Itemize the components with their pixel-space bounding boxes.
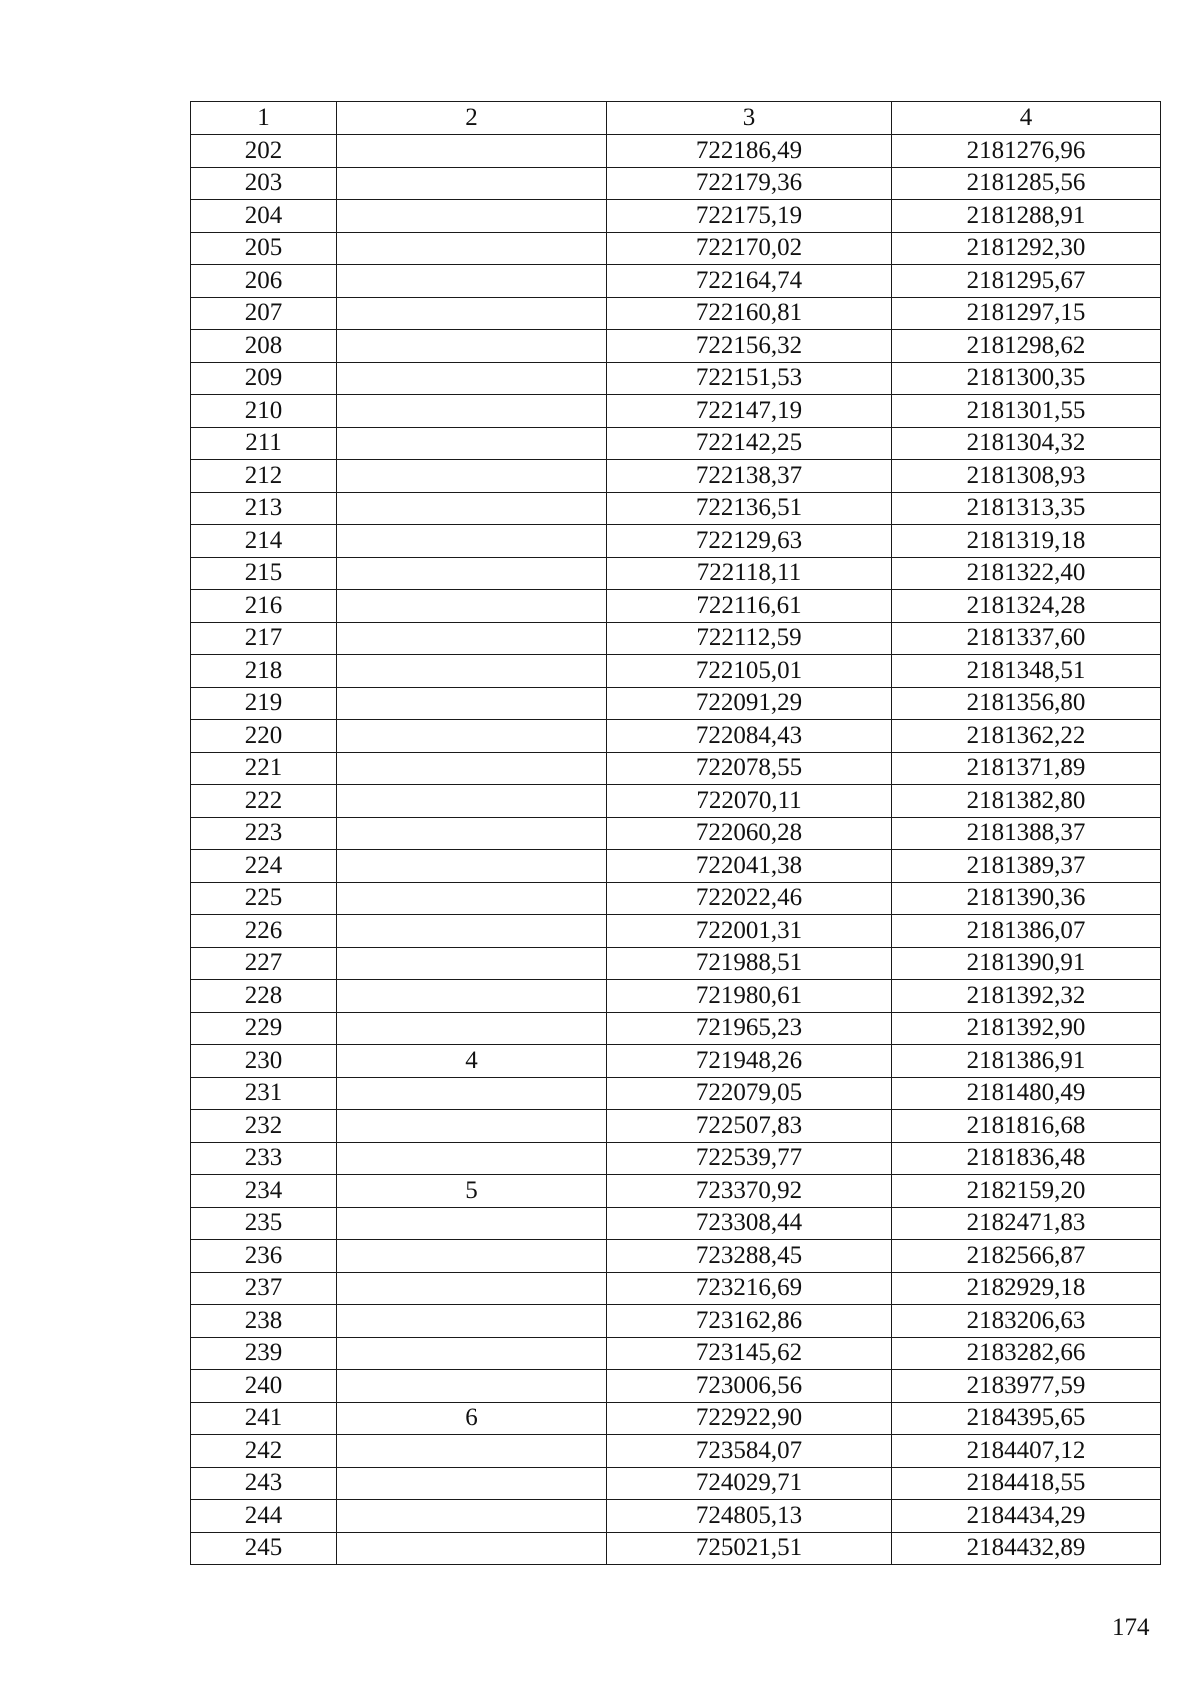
- coordinate-y-cell: 2181389,37: [892, 850, 1161, 883]
- table-row: [191, 557, 1161, 590]
- coordinate-x-cell: 723006,56: [607, 1370, 892, 1403]
- coordinate-x-cell: 722922,90: [607, 1402, 892, 1435]
- section-cell: [337, 330, 607, 363]
- coordinate-y-cell: 2181297,15: [892, 297, 1161, 330]
- column-header-3: 3: [607, 102, 892, 135]
- point-number-cell: 245: [191, 1532, 337, 1565]
- coordinate-x-cell: 722060,28: [607, 817, 892, 850]
- section-cell: [337, 720, 607, 753]
- section-cell: [337, 1370, 607, 1403]
- coordinate-x-cell: 722147,19: [607, 395, 892, 428]
- section-cell: [337, 1110, 607, 1143]
- coordinate-x-cell: 722022,46: [607, 882, 892, 915]
- section-cell: [337, 1435, 607, 1468]
- table-row: [191, 1467, 1161, 1500]
- section-cell: [337, 1467, 607, 1500]
- coordinate-x-cell: 722070,11: [607, 785, 892, 818]
- coordinate-x-cell: 722116,61: [607, 590, 892, 623]
- coordinate-x-cell: 723370,92: [607, 1175, 892, 1208]
- coordinate-x-cell: 723288,45: [607, 1240, 892, 1273]
- table-row: [191, 362, 1161, 395]
- section-cell: [337, 622, 607, 655]
- table-row: [191, 817, 1161, 850]
- table-row: [191, 1207, 1161, 1240]
- coordinate-x-cell: 722507,83: [607, 1110, 892, 1143]
- point-number-cell: 235: [191, 1207, 337, 1240]
- coordinate-x-cell: 722186,49: [607, 135, 892, 168]
- point-number-cell: 212: [191, 460, 337, 493]
- section-cell: [337, 557, 607, 590]
- coordinate-y-cell: 2181816,68: [892, 1110, 1161, 1143]
- coordinate-x-cell: 722084,43: [607, 720, 892, 753]
- point-number-cell: 223: [191, 817, 337, 850]
- table-row: [191, 1370, 1161, 1403]
- section-cell: [337, 1532, 607, 1565]
- column-header-4: 4: [892, 102, 1161, 135]
- point-number-cell: 215: [191, 557, 337, 590]
- coordinate-y-cell: 2182566,87: [892, 1240, 1161, 1273]
- coordinate-y-cell: 2181308,93: [892, 460, 1161, 493]
- coordinate-x-cell: 722091,29: [607, 687, 892, 720]
- coordinate-y-cell: 2181285,56: [892, 167, 1161, 200]
- section-cell: [337, 850, 607, 883]
- table-row: [191, 492, 1161, 525]
- table-row: [191, 915, 1161, 948]
- coordinate-y-cell: 2184432,89: [892, 1532, 1161, 1565]
- section-cell: [337, 1012, 607, 1045]
- point-number-cell: 236: [191, 1240, 337, 1273]
- coordinate-y-cell: 2181313,35: [892, 492, 1161, 525]
- point-number-cell: 239: [191, 1337, 337, 1370]
- table-row: [191, 167, 1161, 200]
- coordinate-y-cell: 2184418,55: [892, 1467, 1161, 1500]
- point-number-cell: 209: [191, 362, 337, 395]
- coordinate-x-cell: 722156,32: [607, 330, 892, 363]
- coordinate-x-cell: 722164,74: [607, 265, 892, 298]
- coordinate-y-cell: 2181288,91: [892, 200, 1161, 233]
- point-number-cell: 231: [191, 1077, 337, 1110]
- section-cell: [337, 752, 607, 785]
- coordinate-y-cell: 2181382,80: [892, 785, 1161, 818]
- coordinate-x-cell: 721948,26: [607, 1045, 892, 1078]
- coordinate-y-cell: 2183206,63: [892, 1305, 1161, 1338]
- coordinate-x-cell: 722041,38: [607, 850, 892, 883]
- section-cell: [337, 687, 607, 720]
- coordinate-y-cell: 2183282,66: [892, 1337, 1161, 1370]
- coordinate-y-cell: 2181836,48: [892, 1142, 1161, 1175]
- table-row: [191, 1337, 1161, 1370]
- coordinate-x-cell: 722078,55: [607, 752, 892, 785]
- table-row: [191, 1012, 1161, 1045]
- point-number-cell: 228: [191, 980, 337, 1013]
- coordinate-y-cell: 2182159,20: [892, 1175, 1161, 1208]
- point-number-cell: 220: [191, 720, 337, 753]
- table-row: [191, 850, 1161, 883]
- table-row: [191, 330, 1161, 363]
- table-row: [191, 297, 1161, 330]
- section-cell: [337, 395, 607, 428]
- table-row: [191, 590, 1161, 623]
- table-row: [191, 460, 1161, 493]
- coordinate-x-cell: 722151,53: [607, 362, 892, 395]
- point-number-cell: 241: [191, 1402, 337, 1435]
- section-cell: [337, 460, 607, 493]
- point-number-cell: 225: [191, 882, 337, 915]
- coordinate-y-cell: 2181371,89: [892, 752, 1161, 785]
- table-row: [191, 720, 1161, 753]
- section-cell: [337, 1077, 607, 1110]
- point-number-cell: 204: [191, 200, 337, 233]
- table-row: [191, 1500, 1161, 1533]
- point-number-cell: 213: [191, 492, 337, 525]
- coordinate-x-cell: 725021,51: [607, 1532, 892, 1565]
- table-row: [191, 1110, 1161, 1143]
- point-number-cell: 210: [191, 395, 337, 428]
- coordinate-x-cell: 724029,71: [607, 1467, 892, 1500]
- page-number: 174: [1112, 1614, 1150, 1641]
- coordinate-x-cell: 722179,36: [607, 167, 892, 200]
- coordinate-x-cell: 723216,69: [607, 1272, 892, 1305]
- coordinate-x-cell: 722170,02: [607, 232, 892, 265]
- section-cell: 5: [337, 1175, 607, 1208]
- point-number-cell: 238: [191, 1305, 337, 1338]
- section-cell: [337, 1207, 607, 1240]
- coordinate-y-cell: 2184395,65: [892, 1402, 1161, 1435]
- coordinate-y-cell: 2181390,36: [892, 882, 1161, 915]
- section-cell: [337, 135, 607, 168]
- point-number-cell: 217: [191, 622, 337, 655]
- coordinate-x-cell: 722175,19: [607, 200, 892, 233]
- table-row: [191, 980, 1161, 1013]
- section-cell: 4: [337, 1045, 607, 1078]
- coordinate-x-cell: 722079,05: [607, 1077, 892, 1110]
- section-cell: [337, 655, 607, 688]
- table-row: [191, 752, 1161, 785]
- coordinate-y-cell: 2181386,07: [892, 915, 1161, 948]
- table-row: [191, 622, 1161, 655]
- coordinate-y-cell: 2181304,32: [892, 427, 1161, 460]
- point-number-cell: 226: [191, 915, 337, 948]
- table-row: [191, 655, 1161, 688]
- column-header-2: 2: [337, 102, 607, 135]
- coordinate-y-cell: 2183977,59: [892, 1370, 1161, 1403]
- section-cell: [337, 232, 607, 265]
- coordinate-y-cell: 2181388,37: [892, 817, 1161, 850]
- coordinate-x-cell: 721965,23: [607, 1012, 892, 1045]
- point-number-cell: 202: [191, 135, 337, 168]
- coordinate-y-cell: 2181337,60: [892, 622, 1161, 655]
- table-row: [191, 1142, 1161, 1175]
- table-row: [191, 882, 1161, 915]
- coordinate-x-cell: 722136,51: [607, 492, 892, 525]
- coordinate-x-cell: 722142,25: [607, 427, 892, 460]
- point-number-cell: 216: [191, 590, 337, 623]
- coordinate-y-cell: 2181301,55: [892, 395, 1161, 428]
- point-number-cell: 233: [191, 1142, 337, 1175]
- table-row: [191, 232, 1161, 265]
- point-number-cell: 221: [191, 752, 337, 785]
- point-number-cell: 222: [191, 785, 337, 818]
- section-cell: [337, 200, 607, 233]
- table-row: [191, 1402, 1161, 1435]
- section-cell: [337, 882, 607, 915]
- point-number-cell: 218: [191, 655, 337, 688]
- table-row: [191, 1175, 1161, 1208]
- table-row: [191, 427, 1161, 460]
- table-row: [191, 1305, 1161, 1338]
- point-number-cell: 206: [191, 265, 337, 298]
- coordinate-x-cell: 722001,31: [607, 915, 892, 948]
- section-cell: [337, 947, 607, 980]
- coordinate-y-cell: 2181392,90: [892, 1012, 1161, 1045]
- section-cell: [337, 1142, 607, 1175]
- point-number-cell: 214: [191, 525, 337, 558]
- point-number-cell: 242: [191, 1435, 337, 1468]
- coordinate-x-cell: 723308,44: [607, 1207, 892, 1240]
- section-cell: [337, 1500, 607, 1533]
- coordinate-x-cell: 721988,51: [607, 947, 892, 980]
- coordinates-table: [190, 101, 1161, 1565]
- section-cell: [337, 980, 607, 1013]
- section-cell: [337, 785, 607, 818]
- table-row: [191, 1435, 1161, 1468]
- coordinate-y-cell: 2182929,18: [892, 1272, 1161, 1305]
- section-cell: [337, 362, 607, 395]
- section-cell: [337, 525, 607, 558]
- point-number-cell: 229: [191, 1012, 337, 1045]
- point-number-cell: 243: [191, 1467, 337, 1500]
- coordinate-y-cell: 2181276,96: [892, 135, 1161, 168]
- point-number-cell: 237: [191, 1272, 337, 1305]
- coordinate-y-cell: 2181298,62: [892, 330, 1161, 363]
- coordinate-x-cell: 724805,13: [607, 1500, 892, 1533]
- coordinate-y-cell: 2181390,91: [892, 947, 1161, 980]
- point-number-cell: 244: [191, 1500, 337, 1533]
- coordinate-y-cell: 2182471,83: [892, 1207, 1161, 1240]
- table-body: [191, 135, 1161, 1565]
- point-number-cell: 230: [191, 1045, 337, 1078]
- coordinate-y-cell: 2184407,12: [892, 1435, 1161, 1468]
- section-cell: [337, 265, 607, 298]
- section-cell: [337, 590, 607, 623]
- table-row: [191, 1077, 1161, 1110]
- coordinate-x-cell: 721980,61: [607, 980, 892, 1013]
- coordinate-y-cell: 2181348,51: [892, 655, 1161, 688]
- coordinate-y-cell: 2181324,28: [892, 590, 1161, 623]
- coordinate-y-cell: 2181386,91: [892, 1045, 1161, 1078]
- table-row: [191, 1272, 1161, 1305]
- table-row: [191, 200, 1161, 233]
- coordinate-x-cell: 722138,37: [607, 460, 892, 493]
- point-number-cell: 207: [191, 297, 337, 330]
- point-number-cell: 205: [191, 232, 337, 265]
- coordinate-y-cell: 2181362,22: [892, 720, 1161, 753]
- section-cell: [337, 297, 607, 330]
- coordinate-y-cell: 2181356,80: [892, 687, 1161, 720]
- section-cell: 6: [337, 1402, 607, 1435]
- section-cell: [337, 915, 607, 948]
- point-number-cell: 224: [191, 850, 337, 883]
- section-cell: [337, 1272, 607, 1305]
- coordinate-y-cell: 2181322,40: [892, 557, 1161, 590]
- section-cell: [337, 427, 607, 460]
- coordinate-x-cell: 723145,62: [607, 1337, 892, 1370]
- table-row: [191, 135, 1161, 168]
- point-number-cell: 219: [191, 687, 337, 720]
- point-number-cell: 203: [191, 167, 337, 200]
- coordinate-y-cell: 2184434,29: [892, 1500, 1161, 1533]
- coordinate-y-cell: 2181480,49: [892, 1077, 1161, 1110]
- coordinate-x-cell: 722112,59: [607, 622, 892, 655]
- point-number-cell: 227: [191, 947, 337, 980]
- table-row: [191, 1532, 1161, 1565]
- coordinate-y-cell: 2181300,35: [892, 362, 1161, 395]
- section-cell: [337, 1305, 607, 1338]
- table-row: [191, 395, 1161, 428]
- coordinate-x-cell: 722118,11: [607, 557, 892, 590]
- section-cell: [337, 1337, 607, 1370]
- coordinate-y-cell: 2181295,67: [892, 265, 1161, 298]
- table-row: [191, 1045, 1161, 1078]
- table-row: [191, 687, 1161, 720]
- coordinate-y-cell: 2181392,32: [892, 980, 1161, 1013]
- table-row: [191, 947, 1161, 980]
- table-row: [191, 785, 1161, 818]
- table-row: [191, 265, 1161, 298]
- coordinate-x-cell: 722129,63: [607, 525, 892, 558]
- point-number-cell: 232: [191, 1110, 337, 1143]
- coordinate-y-cell: 2181319,18: [892, 525, 1161, 558]
- coordinate-x-cell: 722539,77: [607, 1142, 892, 1175]
- section-cell: [337, 492, 607, 525]
- coordinate-y-cell: 2181292,30: [892, 232, 1161, 265]
- column-header-1: 1: [191, 102, 337, 135]
- point-number-cell: 240: [191, 1370, 337, 1403]
- coordinate-x-cell: 723584,07: [607, 1435, 892, 1468]
- coordinate-x-cell: 722160,81: [607, 297, 892, 330]
- section-cell: [337, 817, 607, 850]
- section-cell: [337, 1240, 607, 1273]
- table-header-row: [191, 102, 1161, 135]
- coordinate-x-cell: 723162,86: [607, 1305, 892, 1338]
- point-number-cell: 208: [191, 330, 337, 363]
- table-row: [191, 525, 1161, 558]
- point-number-cell: 234: [191, 1175, 337, 1208]
- table-row: [191, 1240, 1161, 1273]
- section-cell: [337, 167, 607, 200]
- coordinate-x-cell: 722105,01: [607, 655, 892, 688]
- point-number-cell: 211: [191, 427, 337, 460]
